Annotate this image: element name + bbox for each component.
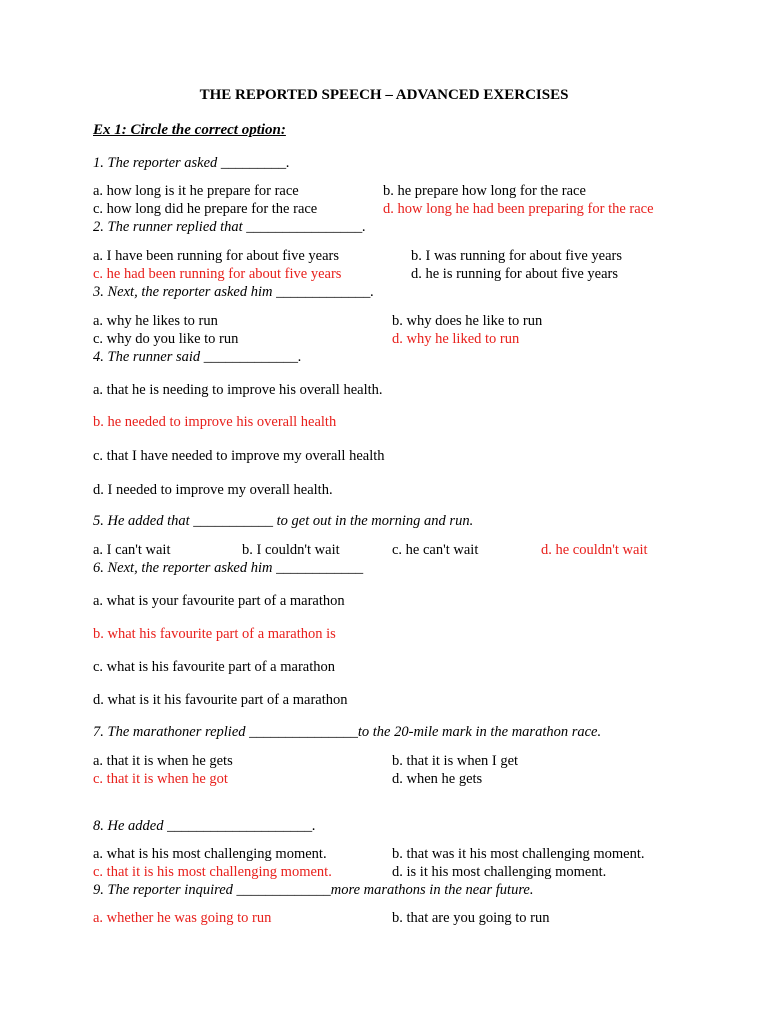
- q3-option-c[interactable]: c. why do you like to run: [93, 331, 239, 347]
- q6-option-d[interactable]: d. what is it his favourite part of a marathon: [93, 692, 348, 708]
- q7-option-d[interactable]: d. when he gets: [392, 771, 483, 787]
- q5-option-c[interactable]: c. he can't wait: [392, 542, 479, 558]
- q6-option-b-answer[interactable]: b. what his favourite part of a marathon is: [93, 626, 336, 642]
- q1-option-c[interactable]: c. how long did he prepare for the race: [93, 201, 318, 217]
- q9-option-b[interactable]: b. that are you going to run: [392, 910, 550, 926]
- page-title: THE REPORTED SPEECH – ADVANCED EXERCISES: [199, 87, 569, 103]
- question-8: 8. He added ____________________.: [93, 818, 316, 834]
- q8-option-b[interactable]: b. that was it his most challenging moment.: [392, 846, 645, 862]
- q8-option-c-answer[interactable]: c. that it is his most challenging moment.: [93, 864, 332, 880]
- question-5: 5. He added that ___________ to get out in the morning and run.: [93, 513, 474, 529]
- question-4: 4. The runner said _____________.: [93, 349, 302, 365]
- q1-option-b[interactable]: b. he prepare how long for the race: [383, 183, 586, 199]
- q7-option-a[interactable]: a. that it is when he gets: [93, 753, 233, 769]
- q7-option-b[interactable]: b. that it is when I get: [392, 753, 519, 769]
- q5-option-a[interactable]: a. I can't wait: [93, 542, 171, 558]
- question-9: 9. The reporter inquired _____________more marathons in the near future.: [93, 882, 534, 898]
- q1-option-a[interactable]: a. how long is it he prepare for race: [93, 183, 299, 199]
- q1-option-d-answer[interactable]: d. how long he had been preparing for the race: [383, 201, 654, 217]
- q8-option-a[interactable]: a. what is his most challenging moment.: [93, 846, 327, 862]
- q7-option-c-answer[interactable]: c. that it is when he got: [93, 771, 228, 787]
- q5-option-d-answer[interactable]: d. he couldn't wait: [541, 542, 648, 558]
- question-7: 7. The marathoner replied _______________to the 20-mile mark in the marathon race.: [93, 724, 602, 740]
- exercise-heading: Ex 1: Circle the correct option:: [93, 122, 286, 138]
- q3-option-a[interactable]: a. why he likes to run: [93, 313, 218, 329]
- q2-option-c-answer[interactable]: c. he had been running for about five years: [93, 266, 342, 282]
- q2-option-a[interactable]: a. I have been running for about five years: [93, 248, 339, 264]
- q3-option-d-answer[interactable]: d. why he liked to run: [392, 331, 520, 347]
- q4-option-d[interactable]: d. I needed to improve my overall health.: [93, 482, 333, 498]
- question-6: 6. Next, the reporter asked him ____________: [93, 560, 364, 576]
- question-2: 2. The runner replied that ________________.: [93, 219, 366, 235]
- q4-option-a[interactable]: a. that he is needing to improve his overall health.: [93, 382, 383, 398]
- q3-option-b[interactable]: b. why does he like to run: [392, 313, 543, 329]
- q6-option-c[interactable]: c. what is his favourite part of a marathon: [93, 659, 335, 675]
- q4-option-c[interactable]: c. that I have needed to improve my overall health: [93, 448, 385, 464]
- q6-option-a[interactable]: a. what is your favourite part of a marathon: [93, 593, 345, 609]
- q8-option-d[interactable]: d. is it his most challenging moment.: [392, 864, 607, 880]
- q5-option-b[interactable]: b. I couldn't wait: [242, 542, 340, 558]
- q4-option-b-answer[interactable]: b. he needed to improve his overall health: [93, 414, 337, 430]
- q2-option-b[interactable]: b. I was running for about five years: [411, 248, 622, 264]
- q2-option-d[interactable]: d. he is running for about five years: [411, 266, 618, 282]
- q9-option-a-answer[interactable]: a. whether he was going to run: [93, 910, 272, 926]
- question-3: 3. Next, the reporter asked him _____________.: [93, 284, 374, 300]
- question-1: 1. The reporter asked _________.: [93, 155, 290, 171]
